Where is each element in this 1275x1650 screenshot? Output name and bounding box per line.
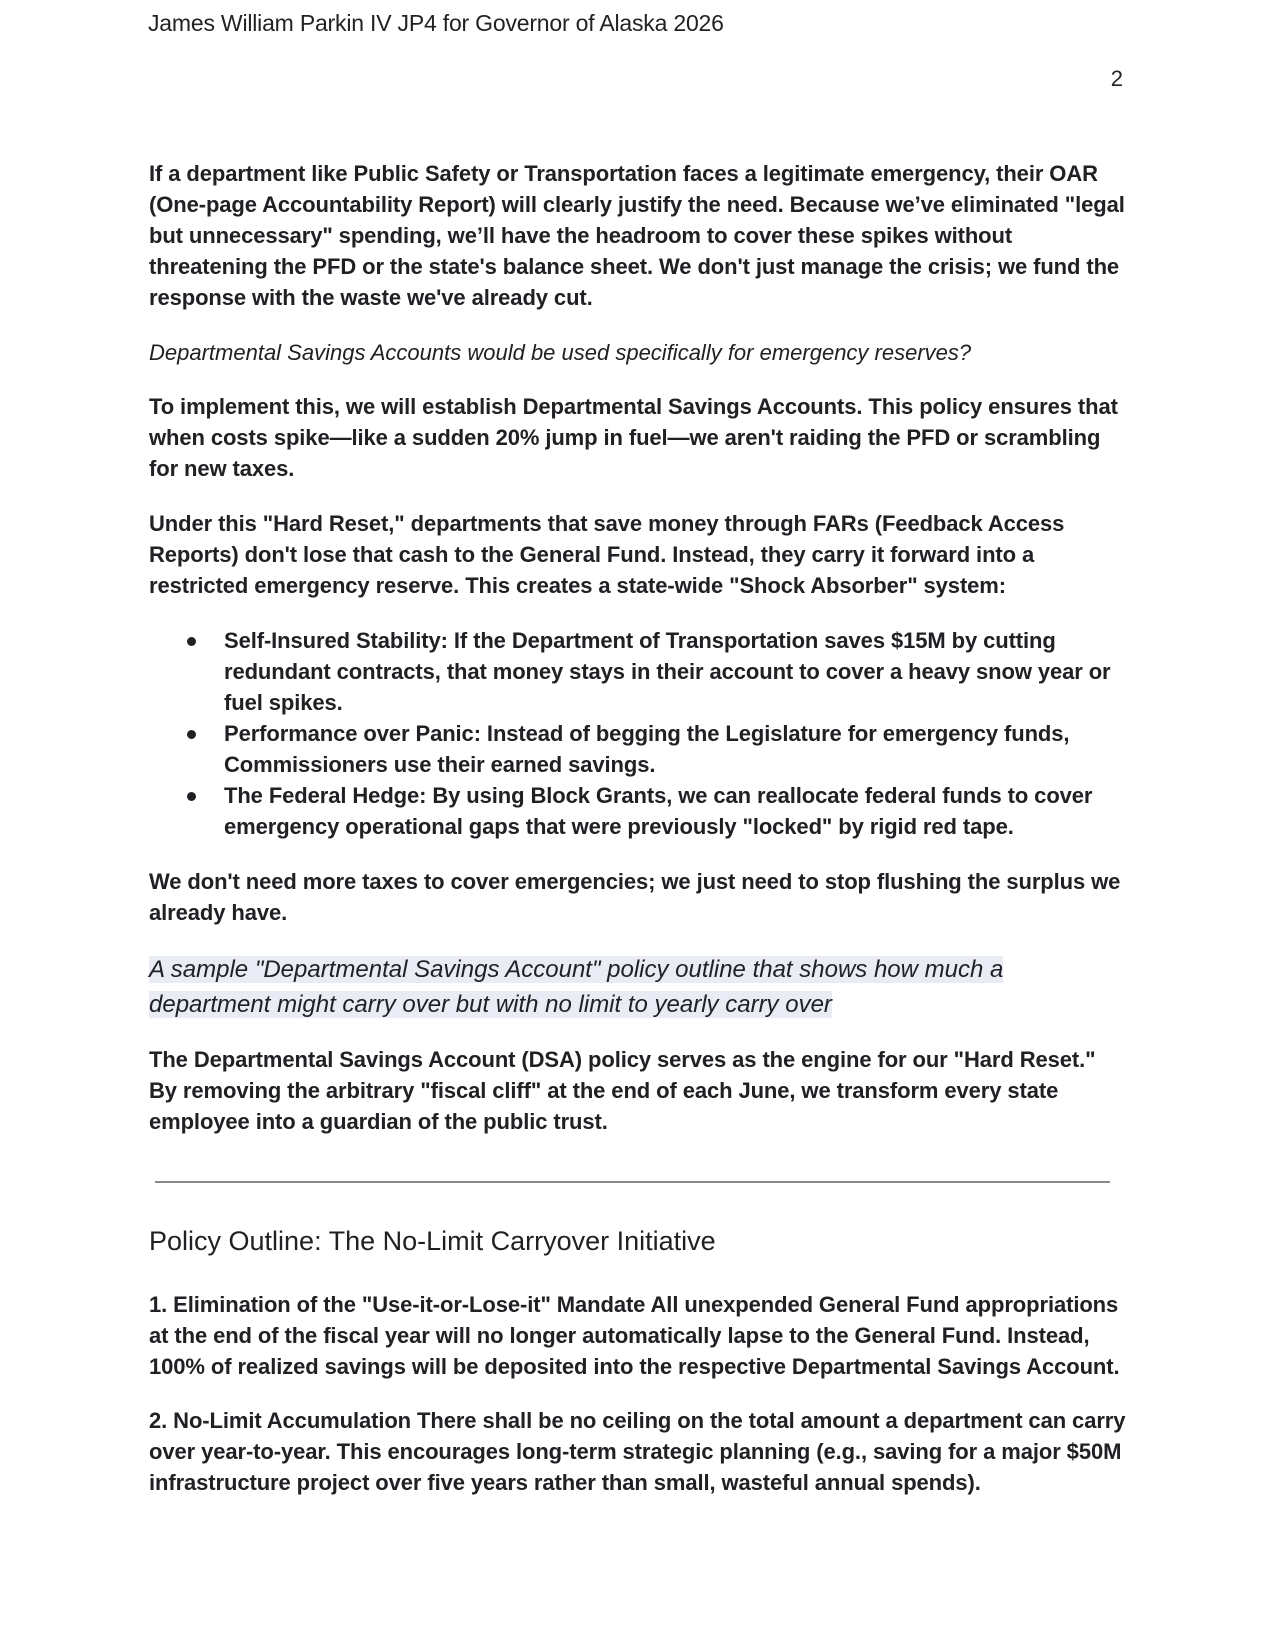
bullet-text: Self-Insured Stability: If the Department of Transportation saves $15M by cutting redundant contracts, that money stays in their account to cover a heavy snow year or fuel spikes.	[224, 628, 1111, 715]
paragraph-implement: To implement this, we will establish Departmental Savings Accounts. This policy ensures that when costs spike—like a sudden 20% jump in fuel—we aren't raiding the PFD or scrambling for new taxes.	[149, 394, 1118, 481]
shock-absorber-bullet-list	[149, 625, 1129, 842]
bullet-item-self-insured-stability	[149, 625, 1129, 718]
policy-item-no-limit-accumulation: 2. No-Limit Accumulation There shall be no ceiling on the total amount a department can carry over year-to-year. This encourages long-term strategic planning (e.g., saving for a major $50M infrastructure project over five years rather than small, wasteful annual spends).	[149, 1408, 1126, 1495]
prompt-question-sample-dsa	[149, 952, 1129, 1022]
document-body	[149, 158, 1129, 1521]
bullet-text: The Federal Hedge: By using Block Grants, we can reallocate federal funds to cover emergency operational gaps that were previously "locked" by rigid red tape.	[224, 783, 1093, 839]
highlighted-prompt-text: A sample "Departmental Savings Account" policy outline that shows how much a department might carry over but with no limit to yearly carry over	[149, 956, 1004, 1018]
bullet-dot-icon	[187, 730, 196, 739]
section-heading-policy-outline: Policy Outline: The No-Limit Carryover Initiative	[149, 1226, 716, 1256]
bullet-dot-icon	[187, 792, 196, 801]
bullet-dot-icon	[187, 637, 196, 646]
prompt-question-emergency-reserves: Departmental Savings Accounts would be used specifically for emergency reserves?	[149, 340, 972, 365]
paragraph-dsa: The Departmental Savings Account (DSA) policy serves as the engine for our "Hard Reset." By removing the arbitrary "fiscal cliff" at the end of each June, we transform every state employee into a guardian of the public trust.	[149, 1047, 1096, 1134]
paragraph-no-taxes: We don't need more taxes to cover emergencies; we just need to stop flushing the surplus we already have.	[149, 869, 1121, 925]
paragraph-hard-reset: Under this "Hard Reset," departments that save money through FARs (Feedback Access Reports) don't lose that cash to the General Fund. Instead, they carry it forward into a restricted emergency reserve. This creates a state-wide "Shock Absorber" system:	[149, 511, 1065, 598]
policy-item-elimination: 1. Elimination of the "Use-it-or-Lose-it" Mandate All unexpended General Fund appropriations at the end of the fiscal year will no longer automatically lapse to the General Fund. Instead, 100% of realized savings will be deposited into the respective Departmental Savings Account.	[149, 1292, 1120, 1379]
page-number: 2	[1110, 66, 1123, 91]
bullet-item-performance-over-panic	[149, 718, 1129, 780]
page-header-title: James William Parkin IV JP4 for Governor of Alaska 2026	[148, 10, 724, 36]
bullet-text: Performance over Panic: Instead of begging the Legislature for emergency funds, Commissioners use their earned savings.	[224, 721, 1070, 777]
horizontal-divider	[155, 1181, 1110, 1183]
bullet-item-federal-hedge	[149, 780, 1129, 842]
paragraph-emergency: If a department like Public Safety or Transportation faces a legitimate emergency, their OAR (One-page Accountability Report) will clearly justify the need. Because we’ve eliminated "legal but unnecessary" spending, we’ll have the headroom to cover these spikes without threatening the PFD or the state's balance sheet. We don't just manage the crisis; we fund the response with the waste we've already cut.	[149, 161, 1125, 310]
